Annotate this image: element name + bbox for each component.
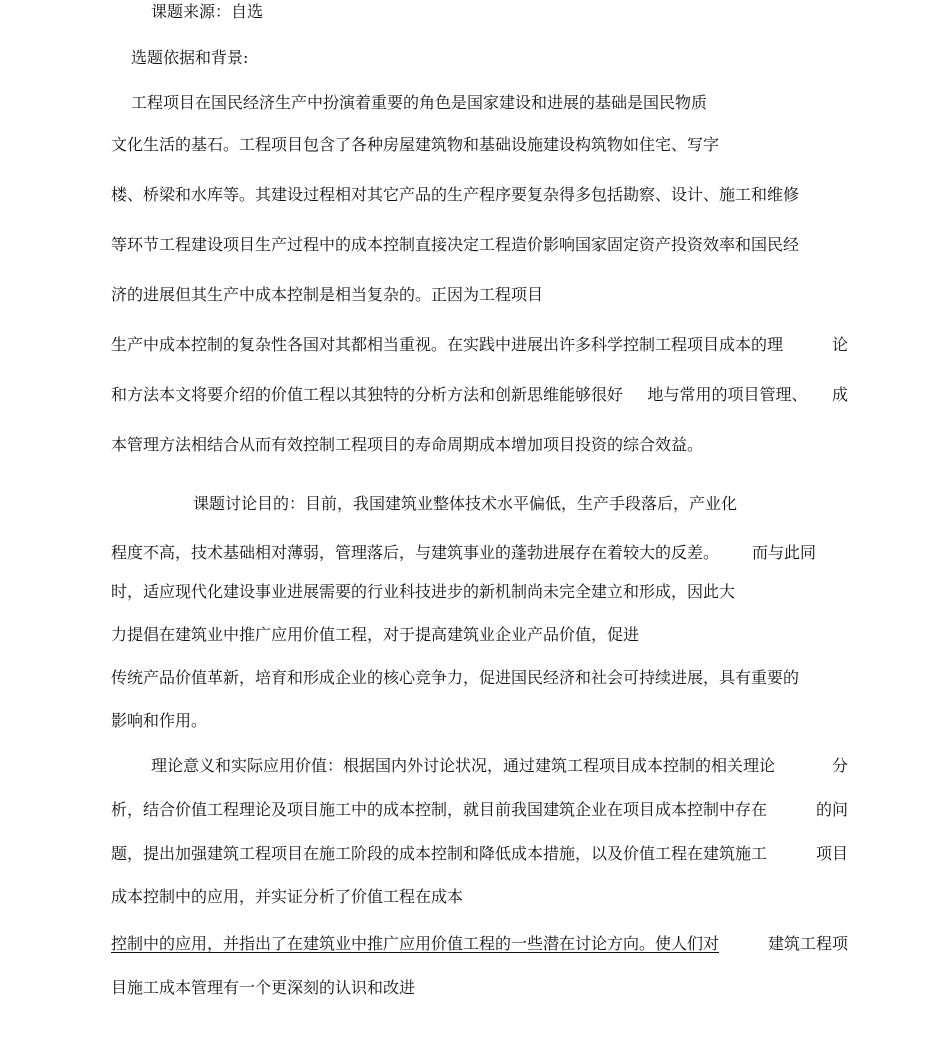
p3-line-3-tail: 项目 — [815, 844, 848, 863]
p3-line-5-tail: 建筑工程项 — [767, 934, 848, 953]
p1-line-2: 文化生活的基石。工程项目包含了各种房屋建筑物和基础设施建设构筑物如住宅、写字 — [111, 135, 720, 154]
p1-line-6-text: 生产中成本控制的复杂性各国对其都相当重视。在实践中进展出许多科学控制工程项目成本的理 — [111, 335, 784, 354]
p1-line-7-part-2: 地与常用的项目管理、 — [647, 385, 808, 404]
p3-line-2-tail: 的问 — [815, 800, 848, 819]
p3-line-5-underlined-text: 控制中的应用，并指出了在建筑业中推广应用价值工程的一些潜在讨论方向。使人们对 — [111, 934, 720, 953]
p3-line-1 — [151, 758, 848, 774]
p3-line-3 — [111, 846, 848, 862]
p1-line-5: 济的进展但其生产中成本控制是相当复杂的。正因为工程项目 — [111, 285, 544, 304]
p3-line-1-text: 理论意义和实际应用价值：根据国内外讨论状况，通过建筑工程项目成本控制的相关理论 — [151, 756, 776, 775]
p1-line-4: 等环节工程建设项目生产过程中的成本控制直接决定工程造价影响国家固定资产投资效率和国民经 — [111, 235, 800, 254]
basis-heading: 选题依据和背景: — [131, 48, 249, 67]
p3-line-1-tail: 分 — [831, 756, 848, 775]
p2-line-4: 力提倡在建筑业中推广应用价值工程，对于提高建筑业企业产品价值，促进 — [111, 625, 640, 644]
p2-line-3: 时，适应现代化建设事业进展需要的行业科技进步的新机制尚未完全建立和形成，因此大 — [111, 582, 736, 601]
p1-line-6-tail: 论 — [831, 335, 848, 354]
p2-line-2-tail: 而与此同 — [751, 543, 816, 562]
p1-line-3: 楼、桥梁和水库等。其建设过程相对其它产品的生产程序要复杂得多包括勘察、设计、施工和维修 — [111, 185, 800, 204]
p1-line-6 — [111, 337, 848, 353]
p3-line-6: 目施工成本管理有一个更深刻的认识和改进 — [111, 978, 416, 997]
p2-line-6: 影响和作用。 — [111, 711, 208, 730]
p3-line-3-text: 题，提出加强建筑工程项目在施工阶段的成本控制和降低成本措施，以及价值工程在建筑施工 — [111, 844, 768, 863]
p2-line-5: 传统产品价值革新，培育和形成企业的核心竞争力，促进国民经济和社会可持续进展，具有重要的 — [111, 668, 800, 687]
topic-source: 课题来源：自选 — [151, 2, 264, 21]
p3-line-2 — [111, 802, 848, 818]
p2-line-2 — [111, 545, 816, 561]
p1-line-8: 本管理方法相结合从而有效控制工程项目的寿命周期成本增加项目投资的综合效益。 — [111, 435, 704, 454]
p3-line-4: 成本控制中的应用，并实证分析了价值工程在成本 — [111, 887, 464, 906]
p2-line-2-text: 程度不高，技术基础相对薄弱，管理落后，与建筑事业的蓬勃进展存在着较大的反差。 — [111, 543, 720, 562]
p1-line-7-part-1: 和方法本文将要介绍的价值工程以其独特的分析方法和创新思维能够很好 — [111, 385, 624, 404]
p3-line-2-text: 析，结合价值工程理论及项目施工中的成本控制，就目前我国建筑企业在项目成本控制中存在 — [111, 800, 768, 819]
p1-line-7-part-3: 成 — [831, 385, 848, 404]
p3-line-5 — [111, 936, 848, 952]
p1-line-7 — [111, 387, 848, 403]
p2-line-1: 课题讨论目的：目前，我国建筑业整体技术水平偏低，生产手段落后，产业化 — [193, 494, 738, 513]
p1-line-1: 工程项目在国民经济生产中扮演着重要的角色是国家建设和进展的基础是国民物质 — [131, 93, 708, 112]
